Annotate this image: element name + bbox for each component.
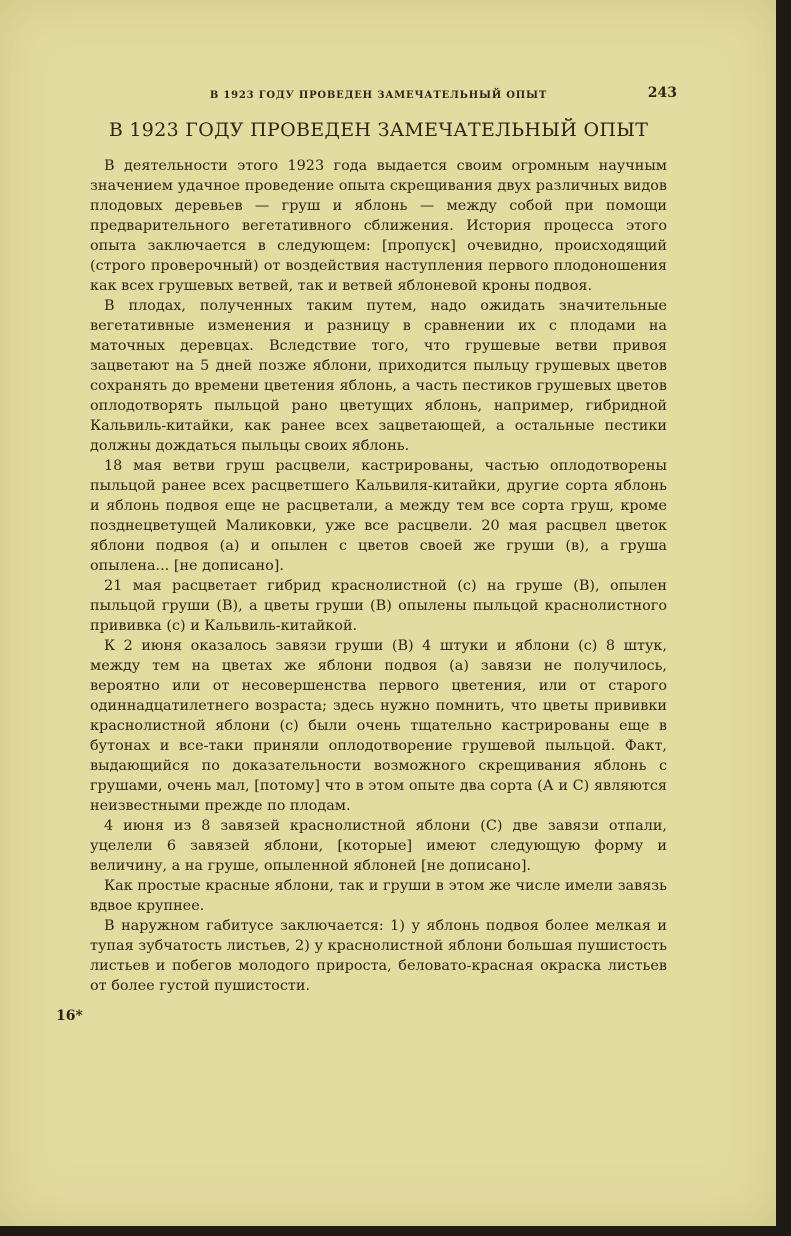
paragraph: В наружном габитусе заключается: 1) у яблонь подвоя более мелкая и тупая зубчатость листьев, 2) у краснолистной яблони большая пушистость листьев и побегов молодого прироста, беловато-красная окраска листьев от более густой пушистости. — [90, 918, 667, 994]
paragraph: К 2 июня оказалось завязи груши (В) 4 штуки и яблони (с) 8 штук, между тем на цветах же яблони подвоя (а) завязи не получилось, вероятно или от несовершенства первого цветения, или от старого одиннадцатилетнего возраста; здесь нужно помнить, что цветы прививки краснолистной яблони (с) были очень тщательно кастрированы еще в бутонах и все-таки приняли оплодотворение грушевой пыльцой. Факт, выдающийся по доказательности возможного скрещивания яблонь с грушами, очень мал, [потому] что в этом опыте два сорта (А и С) являются неизвестными прежде по плодам. — [90, 638, 667, 814]
running-title: В 1923 ГОДУ ПРОВЕДЕН ЗАМЕЧАТЕЛЬНЫЙ ОПЫТ — [209, 90, 548, 101]
paragraph: В деятельности этого 1923 года выдается своим огромным научным значением удачное проведение опыта скрещивания двух различных видов плодовых деревьев — груш и яблонь — между собой при помощи предварительного вегетативного сближения. История процесса этого опыта заключается в следующем: [пропуск] очевидно, происходящий (строго проверочный) от воздействия наступления первого плодоношения как всех грушевых ветвей, так и ветвей яблоневой кроны подвоя. — [90, 158, 667, 294]
page-content — [56, 85, 677, 1024]
paragraph: 18 мая ветви груш расцвели, кастрированы, частью оплодотворены пыльцой ранее всех расцветшего Кальвиля-китайки, другие сорта яблонь и яблонь подвоя еще не расцветали, а между тем все сорта груш, кроме позднецветущей Маликовки, уже все расцвели. 20 мая расцвел цветок яблони подвоя (а) и опылен с цветов своей же груши (в), а груша опылена... [не дописано]. — [90, 458, 667, 574]
section-title: В 1923 ГОДУ ПРОВЕДЕН ЗАМЕЧАТЕЛЬНЫЙ ОПЫТ — [108, 119, 649, 141]
running-header — [90, 85, 677, 106]
paragraph: 21 мая расцветает гибрид краснолистной (с) на груше (В), опылен пыльцой груши (В), а цветы груши (В) опылены пыльцой краснолистного прививка (с) и Кальвиль-китайкой. — [90, 578, 667, 634]
signature-mark: 16* — [56, 1008, 83, 1024]
paragraph: Как простые красные яблони, так и груши в этом же числе имели завязь вдвое крупнее. — [90, 878, 667, 914]
page-number: 243 — [647, 85, 677, 101]
body-text — [90, 156, 667, 996]
paragraph: В плодах, полученных таким путем, надо ожидать значительные вегетативные изменения и разницу в сравнении их с плодами на маточных деревцах. Вследствие того, что грушевые ветви привоя зацветают на 5 дней позже яблони, приходится пыльцу грушевых цветов сохранять до времени цветения яблонь, а часть пестиков грушевых цветов оплодотворять пыльцой рано цветущих яблонь, например, гибридной Кальвиль-китайки, как ранее всех зацветающей, а остальные пестики должны дождаться пыльцы своих яблонь. — [90, 298, 667, 454]
paragraph: 4 июня из 8 завязей краснолистной яблони (С) две завязи отпали, уцелели 6 завязей яблони, [которые] имеют следующую форму и величину, а на груше, опыленной яблоней [не дописано]. — [90, 818, 667, 874]
